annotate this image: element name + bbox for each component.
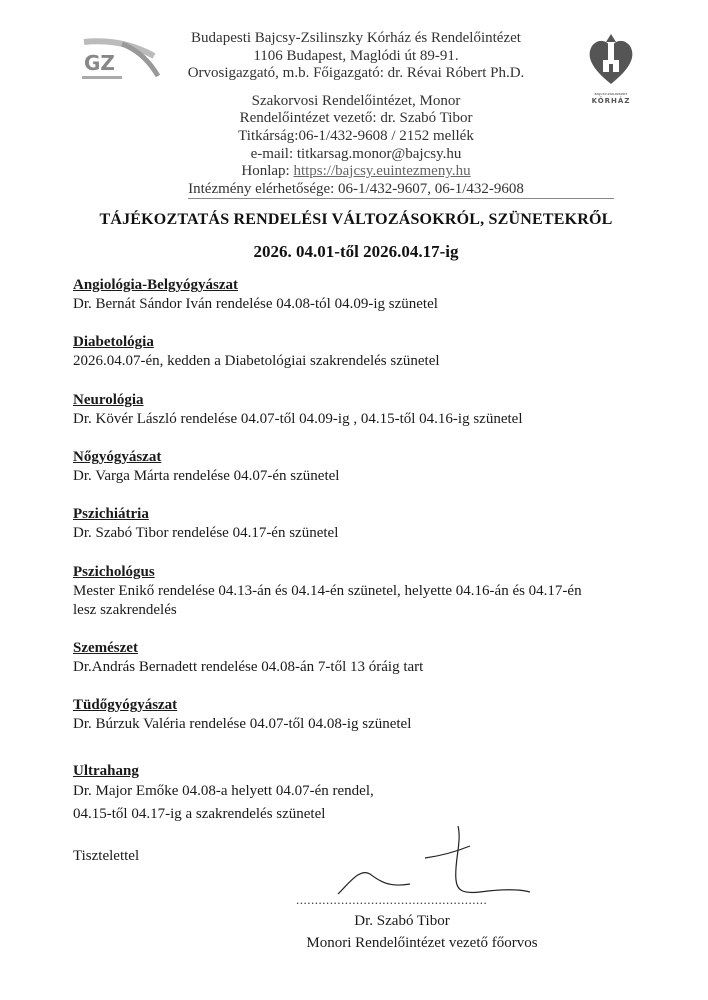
section-heading: Tüdőgyógyászat [73, 697, 178, 713]
header-line-1: Budapesti Bajcsy-Zsilinszky Kórház és Rendelőintézet [191, 30, 521, 46]
section-tudogyogyaszat [73, 696, 643, 734]
section-pszichiatria [73, 505, 643, 543]
section-text: Dr. Kövér László rendelése 04.07-től 04.09-ig , 04.15-től 04.16-ig szünetel [73, 411, 523, 427]
section-text: Mester Enikő rendelése 04.13-án és 04.14-én szünetel, helyette 04.16-án és 04.17-én [73, 583, 582, 599]
signer-name: Dr. Szabó Tibor [354, 913, 450, 929]
section-neurologia [73, 391, 643, 429]
section-nogyogyaszat [73, 448, 643, 486]
institution-logo-left [62, 36, 162, 88]
hospital-logo-right [578, 34, 644, 104]
section-ultrahang [73, 761, 643, 824]
section-heading: Nőgyógyászat [73, 449, 162, 465]
header-line-3: Orvosigazgató, m.b. Főigazgató: dr. Révai Róbert Ph.D. [187, 65, 525, 82]
section-heading: Pszichológus [73, 564, 155, 580]
section-heading: Angiológia-Belgyógyászat [73, 277, 238, 293]
section-text: Dr. Bernát Sándor Iván rendelése 04.08-tól 04.09-ig szünetel [73, 296, 438, 312]
section-text: Dr. Szabó Tibor rendelése 04.17-én szünetel [73, 525, 339, 541]
header-line-7: e-mail: titkarsag.monor@bajcsy.hu [250, 145, 462, 162]
header-line-2: 1106 Budapest, Maglódi út 89-91. [253, 47, 459, 64]
section-text: Dr. Búrzuk Valéria rendelése 04.07-től 04.08-ig szünetel [73, 716, 412, 732]
section-heading: Diabetológia [73, 334, 154, 350]
notice-date-range: 2026. 04.01-től 2026.04.17-ig [253, 242, 459, 261]
section-angiologia [73, 276, 643, 314]
section-heading: Neurológia [73, 392, 144, 408]
section-text: Dr.András Bernadett rendelése 04.08-án 7-től 13 óráig tart [73, 659, 424, 675]
header-divider [188, 198, 614, 199]
signer-role: Monori Rendelőintézet vezető főorvos [306, 935, 538, 951]
section-pszichologus [73, 563, 643, 620]
header-line-5: Rendelőintézet vezető: dr. Szabó Tibor [239, 110, 473, 127]
header-line-6: Titkárság:06-1/432-9608 / 2152 mellék [238, 127, 474, 144]
section-szemeszet [73, 639, 643, 677]
homepage-label: Honlap: [241, 163, 294, 180]
logo-right-text: KÓRHÁZ [591, 97, 631, 105]
header-line-4: Szakorvosi Rendelőintézet, Monor [251, 92, 461, 109]
section-text-cont: 04.15-től 04.17-ig a szakrendelés szünetel [73, 806, 326, 822]
section-text: Dr. Varga Márta rendelése 04.07-én szünetel [73, 468, 340, 484]
handwritten-signature [330, 822, 535, 902]
homepage-link[interactable]: https://bajcsy.euintezmeny.hu [293, 163, 471, 180]
letterhead [150, 30, 562, 198]
section-heading: Ultrahang [73, 763, 139, 779]
heart-church-icon [586, 34, 636, 86]
section-text: 2026.04.07-én, kedden a Diabetológiai szakrendelés szünetel [73, 353, 440, 369]
notice-title: TÁJÉKOZTATÁS RENDELÉSI VÁLTOZÁSOKRÓL, SZÜNETEKRŐL [99, 211, 613, 228]
section-heading: Pszichiátria [73, 506, 149, 522]
logo-left-text: GZ [84, 51, 115, 75]
header-line-9: Intézmény elérhetősége: 06-1/432-9607, 06-1/432-9608 [188, 180, 524, 197]
header-homepage-line [150, 163, 562, 181]
section-diabetologia [73, 333, 643, 371]
section-heading: Szemészet [73, 640, 138, 656]
logo-right-small-text: BAJCSY-ZSILINSZKY [594, 92, 628, 96]
section-text: Dr. Major Emőke 04.08-a helyett 04.07-én rendel, [73, 783, 374, 799]
section-text-cont: lesz szakrendelés [73, 602, 177, 618]
closing-greeting: Tisztelettel [73, 848, 140, 864]
signature-line: ................................................... [296, 892, 488, 907]
